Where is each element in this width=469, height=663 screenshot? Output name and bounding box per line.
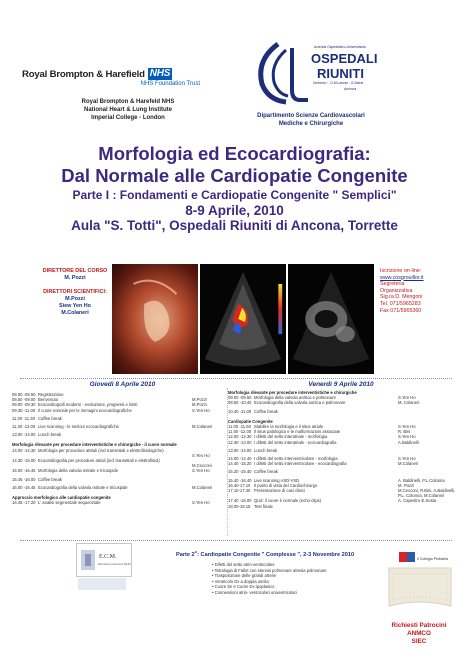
program-row <box>12 485 226 490</box>
program-time: 12.00 -12.30 <box>228 434 252 440</box>
collegio-text: Il Collegio Pediatria <box>417 557 448 561</box>
program-time: 16.45 -17.20 <box>12 500 36 506</box>
image-strip <box>112 264 374 374</box>
program-time: 16.00 -16.45 <box>12 484 36 490</box>
program-topic: Morfologia della valvola mitrale e tricuspide <box>38 468 119 474</box>
program-section-heading: Morfologia rilevante per procedure interventistiche e chirurgiche <box>228 390 357 395</box>
directors: DIRETTORE DEL CORSO M. Pozzi DIRETTORI SCIENTIFICI: M.Pozzi Siew Yen Ho M.Colaneri <box>42 268 108 316</box>
part2-topic-item: • Tetralogia di Fallot con stenosi polmonare atresia polmonare <box>212 567 327 573</box>
program-topic: Benvenuto <box>38 397 59 403</box>
collegio-logo <box>383 548 457 610</box>
program-topic: Coffee break <box>38 415 62 421</box>
program-row <box>228 400 460 405</box>
echo-bw-image <box>288 264 374 374</box>
program-row <box>228 409 460 414</box>
program-speaker: M.Pozzi <box>192 397 207 403</box>
part2-topic-item: • Connessioni atrio- ventricolari univentricolari <box>212 589 297 595</box>
program-topic: Il punto di vista del Cardiochirurgo <box>254 482 318 488</box>
program-speaker: R. Bini <box>398 429 411 435</box>
program-topic: Coffee break <box>38 476 62 482</box>
program-row <box>12 468 226 473</box>
program-time: 08.50 -09.00 <box>12 397 36 403</box>
rbh-logo <box>22 68 202 87</box>
program-speaker <box>398 469 460 474</box>
program-time: 14.00 -14.40 <box>228 456 252 462</box>
program-speaker: M. Pozzi <box>398 482 415 488</box>
program-speaker <box>192 432 226 437</box>
program-topic: Stabilire la morfologia e il situs atriale <box>254 424 324 430</box>
osp-name-2: RIUNITI <box>317 66 364 81</box>
program-speaker: M.Cecconi, R.Bini, A.Baldinelli, <box>398 488 456 494</box>
bullet-icon: • <box>212 562 215 567</box>
program-speaker: A. Baldinelli, P.L.Colonna <box>398 477 445 483</box>
rbh-name: Royal Brompton & Harefield <box>22 68 145 80</box>
part2-topics <box>212 562 350 596</box>
program-time: 15.45 -16.00 <box>12 476 36 482</box>
program-time: 17.10-17.40 <box>228 488 251 494</box>
program-time: 11.00 -11.30 <box>12 415 35 421</box>
part2-topic-item: • Difetti del setto atrio-ventricolare <box>212 562 275 567</box>
program-speaker <box>192 477 226 482</box>
program-speaker: S.Yen Ho <box>398 434 416 440</box>
program-topic: Il situs patologico e le malformazioni associate <box>254 429 341 435</box>
program-speaker: S.Yen Ho <box>192 468 210 474</box>
program-gap <box>228 414 460 417</box>
program-row <box>12 408 226 413</box>
program-row <box>12 500 226 505</box>
subtitle-part: Parte I : Fondamenti e Cardiopatie Congenite " Semplici" <box>72 188 397 202</box>
program-time: 09.00 -09.30 <box>12 402 36 408</box>
program-time: 09.00 -09.50 <box>228 395 252 401</box>
bullet-icon: • <box>212 578 215 584</box>
program-topic: Morfologia della valvola aortica e polmonare <box>254 395 336 401</box>
program-speaker: A.Baldinelli <box>398 439 419 445</box>
program-column-divider <box>227 388 228 536</box>
main-title: Morfologia ed Ecocardiografia: Dal Normale alle Cardiopatie Congenite <box>61 143 408 186</box>
day1-program <box>12 392 226 505</box>
subtitle <box>0 188 469 233</box>
program-topic: Live scanning - le sezioni ecocardiografiche <box>38 424 120 430</box>
program-top-divider <box>20 378 452 379</box>
ecm-logo <box>76 543 132 577</box>
part2-topic-item: • Cuore Sn e Cuore Dx ipoplasico <box>212 584 275 590</box>
program-bottom-divider <box>20 540 452 541</box>
program-time: 11.50 -12.00 <box>228 429 252 435</box>
program-topic: Ecocardiografia della valvola aortica e polmonare <box>254 400 346 406</box>
program-row <box>12 477 226 482</box>
program-section-heading: Cardiopatie Congenite <box>228 418 273 424</box>
program-gap <box>12 490 226 493</box>
part2-topic-item: • Ventricolo Dx a doppia uscita <box>212 578 269 584</box>
program-row <box>12 416 226 421</box>
program-topic: Lunch break <box>38 432 62 438</box>
bullet-icon: • <box>212 573 215 579</box>
program-time: 15.00 -15.45 <box>12 468 36 474</box>
osp-sub: Umberto I - G.M.Lancisi - G.Salesi <box>313 81 364 85</box>
program-speaker: S.Yen Ho <box>398 395 416 401</box>
program-row <box>12 432 226 437</box>
program-speaker <box>398 448 460 453</box>
program-speaker: S.Yen Ho <box>398 456 416 462</box>
anatomy-photo <box>112 264 198 374</box>
program-time: 13.00 -14.00 <box>12 432 36 438</box>
subtitle-dates: 8-9 Aprile, 2010 <box>185 203 284 218</box>
program-topic: Lunch break <box>254 447 278 453</box>
program-topic: I difetti del setto interventricolare - morfologia <box>254 456 338 462</box>
part2-topic-item: • Trasposizione delle grandi arterie <box>212 573 277 579</box>
program-topic: Registrazione <box>38 392 64 397</box>
program-speaker: M. Colaneri <box>398 400 420 406</box>
program-row <box>228 440 460 445</box>
program-topic: Test finale <box>254 503 273 509</box>
day2-title: Venerdì 9 Aprile 2010 <box>308 381 374 388</box>
program-time: 18.00-18.15 <box>228 503 251 509</box>
program-time: 10.40 -11.00 <box>228 408 252 414</box>
program-speaker <box>398 409 460 414</box>
part2-title: Parte 2$^o$: Cardiopatie Congenite " Complesse ", 2-3 Novembre 2010 <box>176 549 355 558</box>
ecm-text: E.C.M. <box>99 554 117 560</box>
program-topic: Ecocardiografi moderni - evoluzione, progressi e limiti <box>38 402 138 408</box>
osp-city: Ancona <box>344 87 357 91</box>
program-time: 11.30 -13.00 <box>12 424 36 430</box>
program-time: 14.40 -15.20 <box>228 461 252 467</box>
program-speaker: M.Colaneri <box>398 461 419 467</box>
program-topic: Ecocardiografia della valvola mitrale e tricuspide <box>38 484 128 490</box>
rbh-institution: Royal Brompton & Harefeld NHS National Heart & Lung Institute Imperial College - London <box>81 99 175 121</box>
program-time: 14.30 -15.00 <box>12 458 36 464</box>
program-speaker: P.L. Colonna, M.Colaneri <box>398 493 445 499</box>
subtitle-venue: Aula "S. Totti", Ospedali Riuniti di Ancona, Torrette <box>71 218 398 233</box>
osp-small-text: Azienda Ospedaliero-Universitaria <box>314 45 366 49</box>
patrons: Richiesti Patrocini ANMCO SIEC <box>391 622 447 645</box>
program-topic: Live scanning ASD-VSD <box>254 477 300 483</box>
program-speaker: A. Capestro-E.Sosta <box>398 498 437 504</box>
program-speaker <box>192 416 226 421</box>
ecm-banner <box>78 578 126 590</box>
program-topic: Il cuore normale per le immagini ecocardiografiche <box>38 407 132 413</box>
day1-title: Giovedì 8 Aprile 2010 <box>89 381 156 388</box>
program-time: 15.40 -16.40 <box>228 477 252 483</box>
program-speaker: S.Yen Ho <box>192 500 210 506</box>
program-speaker: M.Pozzi <box>192 402 207 408</box>
program-section-heading: Approccio morfologico alle cardiopatie congenite <box>12 495 111 501</box>
program-speaker: M.Cecconi <box>192 463 212 469</box>
ospedali-riuniti-logo <box>248 38 378 108</box>
bullet-icon: • <box>212 589 215 595</box>
program-row <box>12 424 226 429</box>
rbh-trust: NHS Foundation Trust <box>140 81 200 87</box>
program-speaker <box>398 504 460 509</box>
program-topic: Ecocardiografia per procedure atriali (incl transettali e elettrofisiol) <box>38 458 160 464</box>
program-time: 11.00 -11.50 <box>228 424 251 430</box>
website-link[interactable]: www.cosgrouillor.it <box>380 274 424 281</box>
registration-info: Iscrizione on-line: www.cosgrouillor.it Segreteria Organizzativa Sig.ra D. Mengoni Tel. 071/5965283 Fax 071/5965360 <box>380 268 458 314</box>
program-time: 14.00 -14.30 <box>12 447 36 453</box>
program-row <box>228 504 460 509</box>
program-speaker: S.Yen Ho <box>398 424 416 430</box>
program-time: 09.30 -11.00 <box>12 407 36 413</box>
program-time: 08.00 -08.50 <box>12 392 36 397</box>
osp-name-1: OSPEDALI <box>311 51 378 66</box>
program-time: 16.40-17.10 <box>228 482 251 488</box>
program-topic: Morfologia per procedure attriali (incl transettali e elettrofisiologiche) <box>38 447 164 453</box>
ecm-sub: Educazione Continua in Medicina <box>98 563 131 566</box>
program-topic: Coffee break <box>254 469 278 475</box>
nhs-logo: NHS <box>149 68 171 79</box>
program-speaker: S.Yen Ho <box>192 452 210 458</box>
program-time: 13.00 -14.00 <box>228 447 252 453</box>
program-section-heading: Morfologia rilevante per procedure interventistiche e chirurgiche - il cuore normale <box>12 442 177 448</box>
program-row <box>228 469 460 474</box>
program-speaker: M.Colaneri <box>192 424 213 430</box>
program-time: 09.50 -10.40 <box>228 400 252 406</box>
program-row <box>228 448 460 453</box>
program-topic: Coffee break <box>254 408 278 414</box>
program-time: 12.30 -13.00 <box>228 439 252 445</box>
bullet-icon: • <box>212 567 215 573</box>
program-speaker: S.Yen Ho <box>192 407 210 413</box>
bullet-icon: • <box>212 584 215 590</box>
program-topic: I difetti del setto interatriale - ecocardiografia <box>254 439 337 445</box>
program-time: 15.20 -15.40 <box>228 469 252 475</box>
day2-program <box>228 388 460 509</box>
program-topic: I difetti del setto interatriale - morfologia <box>254 434 328 440</box>
department-label: Dipartimento Scienze Cardiovascolari Mediche e Chirurgiche <box>257 113 365 127</box>
program-row <box>228 461 460 466</box>
program-gap <box>12 437 226 440</box>
echo-doppler-image <box>200 264 286 374</box>
program-time: 17.40 -18.00 <box>228 498 252 504</box>
program-topic: L' analisi segmentale sequenziale <box>38 500 101 506</box>
program-speaker: M.Colaneri <box>192 484 213 490</box>
program-topic: Quiz: il cuore è normale (echo-clips) <box>254 498 322 504</box>
program-topic: Presentazione di casi clinici <box>254 488 306 494</box>
program-topic: I difetti del setto interventricolare - ecocardiografia <box>254 461 347 467</box>
